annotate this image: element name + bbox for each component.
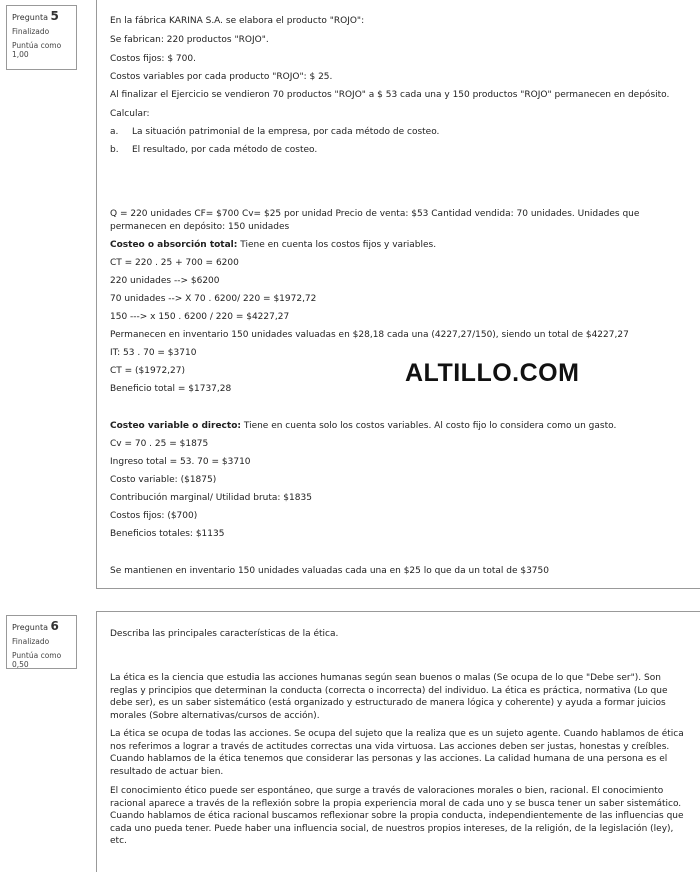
question-content-6 <box>96 611 700 872</box>
calc-line: Beneficios totales: $1135 <box>110 529 225 539</box>
absorcion-desc: Tiene en cuenta los costos fijos y variables. <box>237 240 437 250</box>
calc-line: Permanecen en inventario 150 unidades valuadas en $28,18 cada una (4227,27/150), siendo un total de $4227,27 <box>110 330 629 340</box>
calc-line: 70 unidades --> X 70 . 6200/ 220 = $1972,72 <box>110 294 317 304</box>
answer-paragraph: El conocimiento ético puede ser espontáneo, que surge a través de valoraciones morales o bien, racional. El conocimiento racional aparece a través de la reflexión sobre la propia experiencia moral de cada uno y se busca tener un saber sistemático. Cuando hablamos de ética racional buscamos reflexionar sobre la propia conducta, independientemente de las influencias que cada uno pueda tener. Puede haber una influencia social, de nuestros propios intereses, de la religión, de la legislación (ley), etc. <box>110 786 684 846</box>
calc-line: 150 ---> x 150 . 6200 / 220 = $4227,27 <box>110 312 290 322</box>
calc-line: Contribución marginal/ Utilidad bruta: $1835 <box>110 493 312 503</box>
question-content-5 <box>96 0 700 589</box>
calc-line: IT: 53 . 70 = $3710 <box>110 348 197 358</box>
question-number: 5 <box>50 9 59 23</box>
calc-line: Cv = 70 . 25 = $1875 <box>110 439 209 449</box>
question-text: Describa las principales características de la ética. <box>110 629 339 639</box>
score-value: 0,50 <box>12 660 29 669</box>
calc-line: CT = ($1972,27) <box>110 366 186 376</box>
statement-line: En la fábrica KARINA S.A. se elabora el producto "ROJO": <box>110 16 365 26</box>
answer-paragraph: La ética se ocupa de todas las acciones. Se ocupa del sujeto que la realiza que es un sujeto agente. Cuando hablamos de ética nos referimos a lograr a través de actitudes correctas una vida virtuosa. Las acciones deben ser justas, honestas y creíbles. Cuando hablamos de la ética tenemos que considerar las personas y las acciones. La calidad humana de una persona es el resultado de actuar bien. <box>110 729 684 777</box>
question-label: Pregunta <box>12 623 48 632</box>
question-number: 6 <box>50 619 59 633</box>
statement-line: Calcular: <box>110 109 150 119</box>
question-score <box>12 651 71 669</box>
absorcion-heading <box>110 240 436 250</box>
calc-line: Costo variable: ($1875) <box>110 475 217 485</box>
task-item <box>110 127 439 137</box>
question-status: Finalizado <box>12 27 50 36</box>
variable-desc: Tiene en cuenta solo los costos variables. Al costo fijo lo considera como un gasto. <box>240 421 617 431</box>
score-label: Puntúa como <box>12 41 62 50</box>
task-text: La situación patrimonial de la empresa, por cada método de costeo. <box>132 127 440 137</box>
task-marker: a. <box>110 127 119 137</box>
question-info-5 <box>6 5 77 70</box>
task-text: El resultado, por cada método de costeo. <box>132 145 318 155</box>
watermark: ALTILLO.COM <box>405 359 580 387</box>
calc-line: CT = 220 . 25 + 700 = 6200 <box>110 258 239 268</box>
answer-intro: Q = 220 unidades CF= $700 Cv= $25 por unidad Precio de venta: $53 Cantidad vendida: 70 unidades. Unidades que permanecen en depósito: 150 unidades <box>110 209 640 232</box>
score-value: 1,00 <box>12 50 29 59</box>
variable-heading <box>110 421 616 431</box>
statement-line: Se fabrican: 220 productos "ROJO". <box>110 35 269 45</box>
task-marker: b. <box>110 145 119 155</box>
calc-line: Beneficio total = $1737,28 <box>110 384 232 394</box>
question-info-6 <box>6 615 77 669</box>
statement-line: Al finalizar el Ejercicio se vendieron 70 productos "ROJO" a $ 53 cada una y 150 productos "ROJO" permanecen en depósito. <box>110 90 670 100</box>
question-header <box>12 620 71 634</box>
variable-title: Costeo variable o directo: <box>110 421 241 431</box>
task-item <box>110 145 317 155</box>
calc-line: 220 unidades --> $6200 <box>110 276 220 286</box>
statement-line: Costos variables por cada producto "ROJO": $ 25. <box>110 72 333 82</box>
calc-line: Ingreso total = 53. 70 = $3710 <box>110 457 251 467</box>
question-label: Pregunta <box>12 13 48 22</box>
question-score <box>12 41 71 59</box>
absorcion-title: Costeo o absorción total: <box>110 240 238 250</box>
question-status: Finalizado <box>12 637 50 646</box>
answer-paragraph: La ética es la ciencia que estudia las acciones humanas según sean buenos o malas (Se ocupa de lo que "Debe ser"). Son reglas y principios que determinan la conducta (correcta o incorrecta) del individuo. La ética es práctica, normativa (Lo que debe ser), es un saber sistemático (está organizado y estructurado de manera lógica y coherente) y ayuda a formar juicios morales (Sobre alternativas/cursos de acción). <box>110 673 668 721</box>
statement-line: Costos fijos: $ 700. <box>110 54 196 64</box>
question-header <box>12 10 71 24</box>
score-label: Puntúa como <box>12 651 62 660</box>
calc-line: Costos fijos: ($700) <box>110 511 198 521</box>
closing-line: Se mantienen en inventario 150 unidades valuadas cada una en $25 lo que da un total de $3750 <box>110 566 549 576</box>
